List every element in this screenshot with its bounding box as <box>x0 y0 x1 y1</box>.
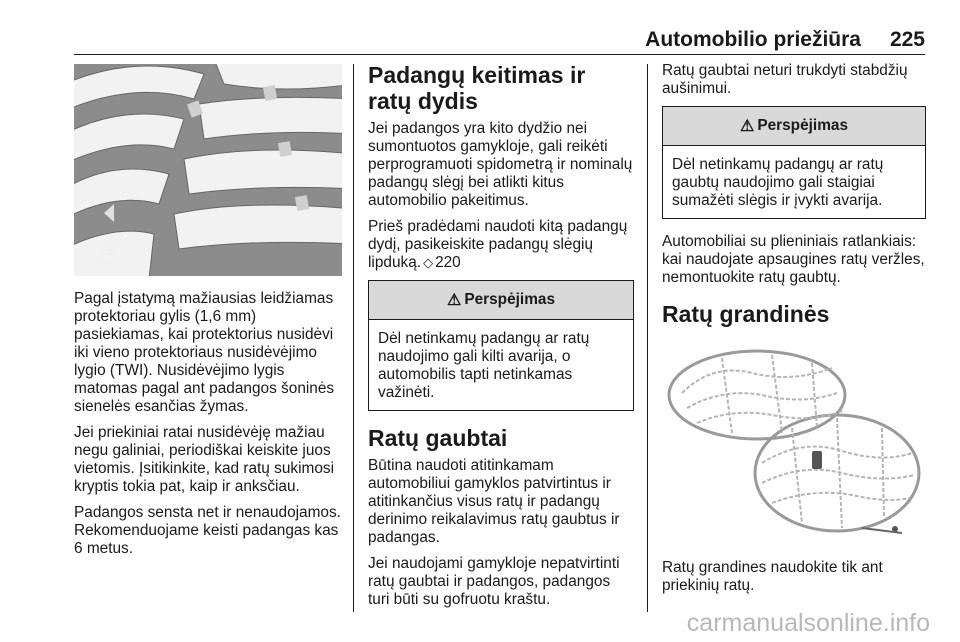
page-reference-icon: ◇ <box>423 255 434 270</box>
warning-header <box>369 281 633 320</box>
paragraph: Ratų grandines naudokite tik ant priekinių ratų. <box>662 559 883 594</box>
warning-title: Perspėjimas <box>464 291 556 308</box>
section-heading: Padangų keitimas ir ratų dydis <box>368 62 586 114</box>
twi-label: TWI <box>94 232 125 271</box>
page-reference[interactable]: 220 <box>435 254 461 271</box>
paragraph-text: Prieš pradėdami naudoti kitą padangų dydį, pasikeiskite padangų slėgių lipduką. <box>368 218 628 271</box>
tire-tread-illustration <box>74 64 342 276</box>
paragraph <box>368 218 634 272</box>
section-heading: Ratų grandinės <box>662 301 830 327</box>
page-number: 225 <box>889 28 925 51</box>
warning-body: Dėl netinkamų padangų ar ratų gaubtų naudojimo gali staigiai sumažėti slėgis ir įvykti avarija. <box>672 156 884 209</box>
paragraph: Jei naudojami gamykloje nepatvirtinti ratų gaubtai ir padangos, padangos turi būti su gofruotu kraštu. <box>368 555 620 608</box>
warning-icon: ⚠ <box>446 292 462 309</box>
paragraph: Padangos sensta net ir nenaudojamos. Rekomenduojame keisti padangas kas 6 metus. <box>74 504 341 557</box>
warning-icon: ⚠ <box>739 118 755 135</box>
column-2 <box>368 62 634 617</box>
column-3 <box>662 62 926 603</box>
header-rule <box>74 54 925 55</box>
column-divider-2 <box>647 64 648 612</box>
watermark: carmanualsonline.info <box>686 609 930 637</box>
warning-box <box>662 106 926 219</box>
snow-chain-illustration <box>662 333 924 545</box>
column-divider-1 <box>353 64 354 612</box>
paragraph: Ratų gaubtai neturi trukdyti stabdžių aušinimui. <box>662 62 908 97</box>
paragraph: Automobiliai su plieniniais ratlankiais: kai naudojate apsaugines ratų veržles, nemontuokite ratų gaubtų. <box>662 233 925 286</box>
header-title: Automobilio priežiūra <box>645 28 861 51</box>
warning-title: Perspėjimas <box>757 117 849 134</box>
warning-header <box>663 107 925 146</box>
paragraph: Būtina naudoti atitinkamam automobiliui gamyklos patvirtintus ir atitinkančius visus ratų ir padangų derinimo reikalavimus ratų gaubtus ir padangas. <box>368 457 620 546</box>
paragraph: Pagal įstatymą mažiausias leidžiamas protektoriau gylis (1,6 mm) pasiekiamas, kai protektorius nusidėvi iki vieno protektoriaus nusidėvėjimo lygio (TWI). Nusidėvėjimo lygis matomas pagal ant padangos šoninės sienelės esančias žymas. <box>74 290 335 415</box>
section-heading: Ratų gaubtai <box>368 425 508 451</box>
page-header <box>74 28 925 52</box>
paragraph: Jei padangos yra kito dydžio nei sumontuotos gamykloje, gali reikėti perprogramuoti spidometrą ir nominalų padangų slėgį bei atlikti kitus automobilio pakeitimus. <box>368 120 633 209</box>
column-1 <box>74 62 342 566</box>
warning-body: Dėl netinkamų padangų ar ratų naudojimo gali kilti avarija, o automobilis tapti netinkamas važinėti. <box>378 330 590 401</box>
paragraph: Jei priekiniai ratai nusidėvėję mažiau negu galiniai, periodiškai keiskite juos vietomis. Įsitikinkite, kad ratų sukimosi kryptis tokia pat, kaip ir anksčiau. <box>74 424 335 495</box>
warning-box <box>368 280 634 411</box>
